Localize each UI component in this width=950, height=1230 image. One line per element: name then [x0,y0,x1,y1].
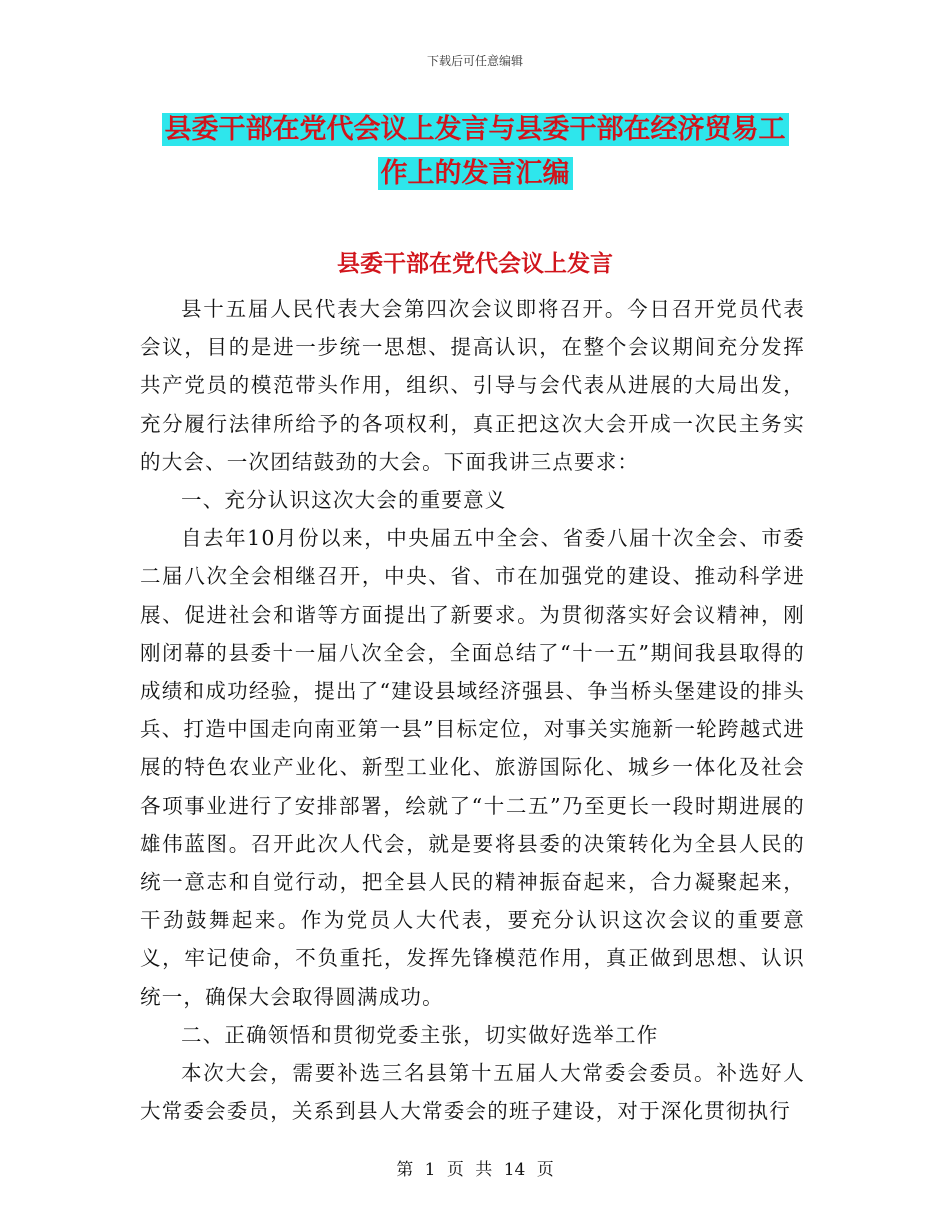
paragraph-2: 自去年10月份以来，中央届五中全会、省委八届十次全会、市委二届八次全会相继召开，中央、省、市在加强党的建设、推动科学进展、促进社会和谐等方面提出了新要求。为贯彻落实好会议精神，刚刚闭幕的县委十一届八次全会，全面总结了“十一五”期间我县取得的成绩和成功经验，提出了“建设县域经济强县、争当桥头堡建设的排头兵、打造中国走向南亚第一县”目标定位，对事关实施新一轮跨越式进展的特色农业产业化、新型工业化、旅游国际化、城乡一体化及社会各项事业进行了安排部署，绘就了“十二五”乃至更长一段时期进展的雄伟蓝图。召开此次人代会，就是要将县委的决策转化为全县人民的统一意志和自觉行动，把全县人民的精神振奋起来，合力凝聚起来，干劲鼓舞起来。作为党员人大代表，要充分认识这次会议的重要意义，牢记使命，不负重托，发挥先锋模范作用，真正做到思想、认识统一，确保大会取得圆满成功。 [140,526,805,1009]
heading-point-1: 一、充分认识这次大会的重要意义 [181,488,507,513]
page-number-footer: 第 1 页 共 14 页 [396,1160,554,1180]
document-body [140,290,805,1130]
heading-point-2: 二、正确领悟和贯彻党委主张，切实做好选举工作 [181,1022,659,1047]
document-title [140,108,810,196]
page-header-note: 下载后可任意编辑 [426,54,523,68]
paragraph-1: 县十五届人民代表大会第四次会议即将召开。今日召开党员代表会议，目的是进一步统一思想、提高认识，在整个会议期间充分发挥共产党员的模范带头作用，组织、引导与会代表从进展的大局出发，充分履行法律所给予的各项权利，真正把这次大会开成一次民主务实的大会、一次团结鼓劲的大会。下面我讲三点要求： [140,297,805,474]
title-line-2: 作上的发言汇编 [378,157,573,190]
section-title: 县委干部在党代会议上发言 [337,250,613,277]
paragraph-3: 本次大会，需要补选三名县第十五届人大常委会委员。补选好人大常委会委员，关系到县人大常委会的班子建设，对于深化贯彻执行 [140,1061,805,1124]
title-line-1: 县委干部在党代会议上发言与县委干部在经济贸易工 [162,113,789,146]
